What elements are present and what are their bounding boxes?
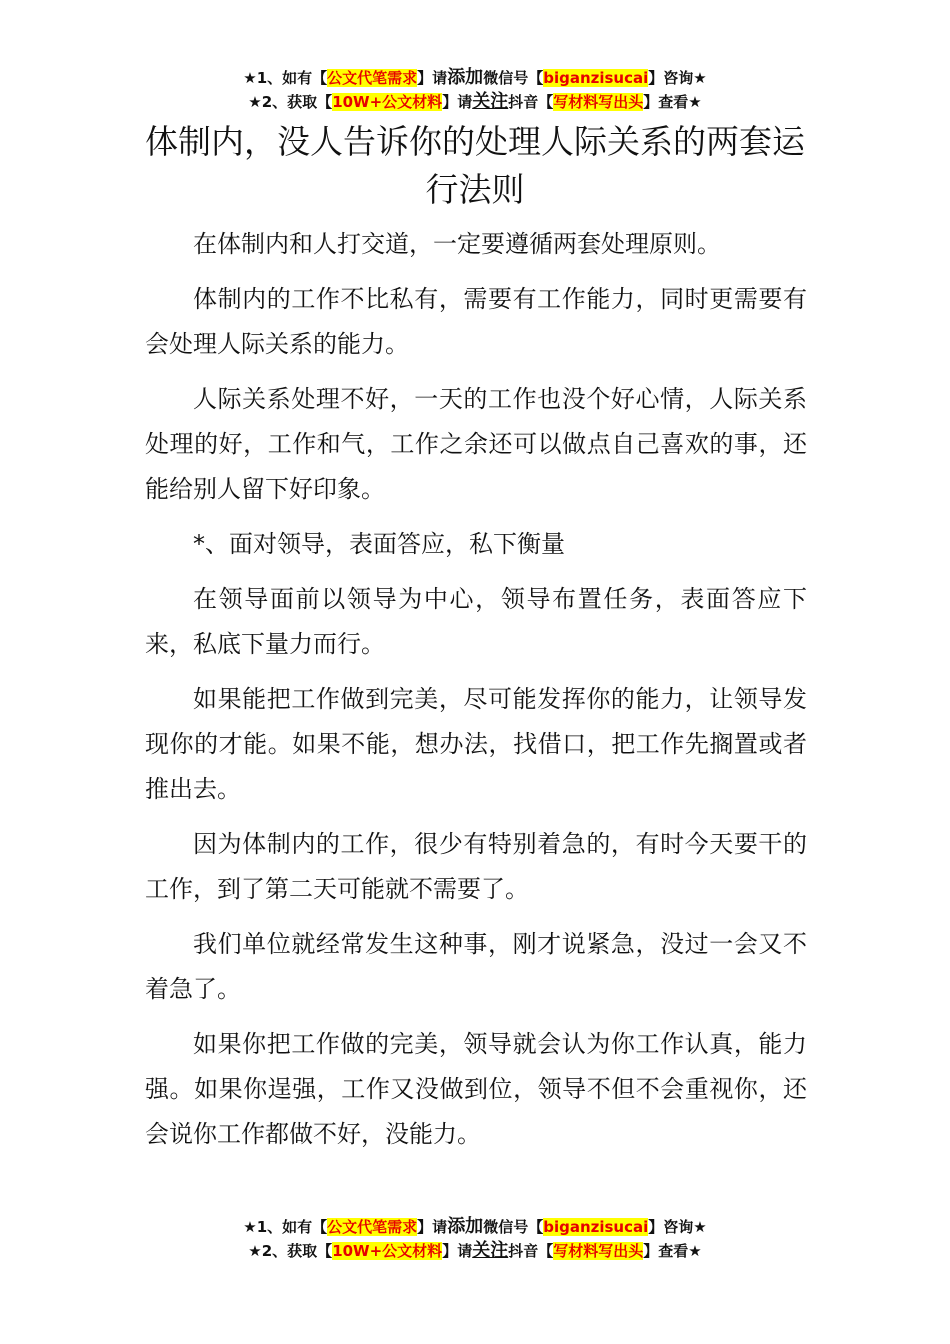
promo-highlight: 公文代笔需求 <box>327 1218 418 1236</box>
promo-text: 】请 <box>442 1242 473 1260</box>
promo-text: ★1、如有【 <box>243 1218 328 1236</box>
promo-line-2 <box>0 1239 950 1263</box>
paragraph: 人际关系处理不好，一天的工作也没个好心情，人际关系处理的好，工作和气，工作之余还可以做点自己喜欢的事，还能给别人留下好印象。 <box>145 385 807 503</box>
paragraph: 因为体制内的工作，很少有特别着急的，有时今天要干的工作，到了第二天可能就不需要了。 <box>145 830 807 903</box>
promo-douyin-id: 写材料写出头 <box>553 1242 644 1260</box>
promo-emphasis: 关注 <box>472 91 509 112</box>
promo-text: ★1、如有【 <box>243 69 328 87</box>
promo-line-1 <box>0 66 950 90</box>
promo-highlight: 10W+公文材料 <box>332 93 443 111</box>
promo-line-2 <box>0 90 950 114</box>
promo-text: 】查看★ <box>643 93 702 111</box>
promo-emphasis: 关注 <box>472 1240 509 1261</box>
promo-text: 抖音【 <box>508 93 554 111</box>
section-heading: *、面对领导，表面答应，私下衡量 <box>193 530 565 558</box>
promo-emphasis: 添加 <box>447 67 484 88</box>
document-title: 体制内，没人告诉你的处理人际关系的两套运行法则 <box>145 122 805 209</box>
promo-text: 】咨询★ <box>648 69 707 87</box>
promo-highlight: 10W+公文材料 <box>332 1242 443 1260</box>
document-body <box>145 222 807 1167</box>
promo-text: 】请 <box>417 1218 448 1236</box>
promo-text: 抖音【 <box>508 1242 554 1260</box>
promo-highlight: 公文代笔需求 <box>327 69 418 87</box>
promo-text: 】请 <box>417 69 448 87</box>
promo-text: ★2、获取【 <box>248 93 333 111</box>
paragraph: 在领导面前以领导为中心，领导布置任务，表面答应下来，私底下量力而行。 <box>145 585 807 658</box>
promo-text: 】查看★ <box>643 1242 702 1260</box>
promo-emphasis: 添加 <box>447 1216 484 1237</box>
promo-douyin-id: 写材料写出头 <box>553 93 644 111</box>
paragraph: 体制内的工作不比私有，需要有工作能力，同时更需要有会处理人际关系的能力。 <box>145 285 807 358</box>
promo-text: 微信号【 <box>483 69 544 87</box>
promo-wechat-id: biganzisucai <box>543 69 649 87</box>
promo-text: ★2、获取【 <box>248 1242 333 1260</box>
promo-wechat-id: biganzisucai <box>543 1218 649 1236</box>
promo-text: 】咨询★ <box>648 1218 707 1236</box>
promo-text: 微信号【 <box>483 1218 544 1236</box>
promo-line-1 <box>0 1215 950 1239</box>
paragraph: 在体制内和人打交道，一定要遵循两套处理原则。 <box>193 230 721 258</box>
paragraph: 如果能把工作做到完美，尽可能发挥你的能力，让领导发现你的才能。如果不能，想办法，找借口，把工作先搁置或者推出去。 <box>145 685 807 803</box>
promo-header <box>0 66 950 114</box>
promo-footer <box>0 1215 950 1263</box>
paragraph: 我们单位就经常发生这种事，刚才说紧急，没过一会又不着急了。 <box>145 930 807 1003</box>
promo-text: 】请 <box>442 93 473 111</box>
paragraph: 如果你把工作做的完美，领导就会认为你工作认真，能力强。如果你逞强，工作又没做到位，领导不但不会重视你，还会说你工作都做不好，没能力。 <box>145 1030 807 1148</box>
